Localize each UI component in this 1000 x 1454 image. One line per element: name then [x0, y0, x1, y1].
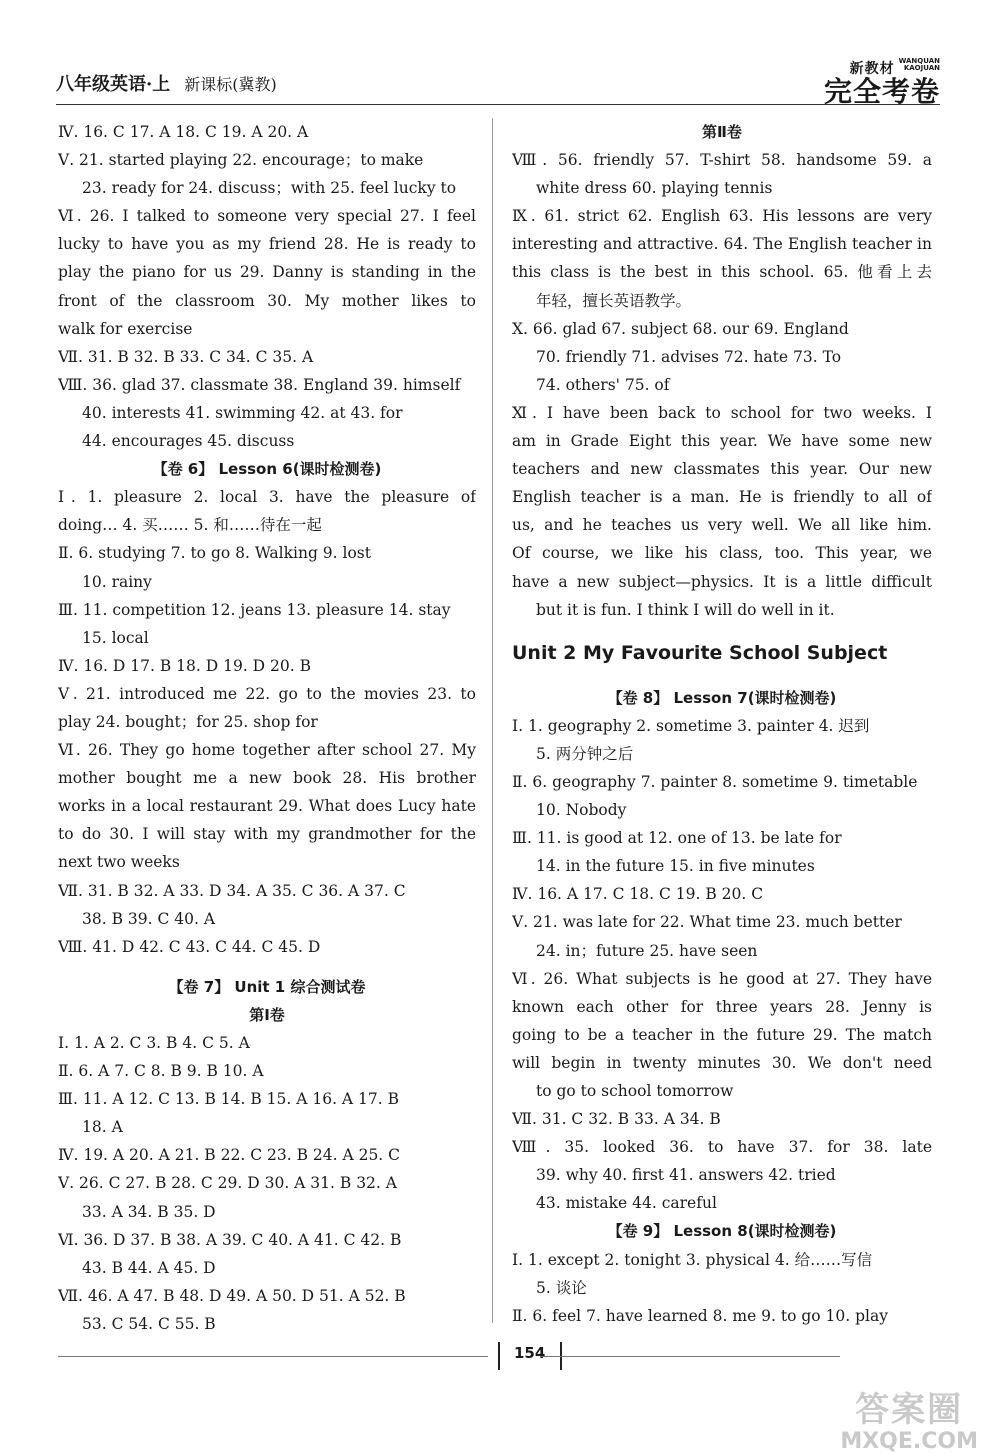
answer-line: 74. others' 75. of	[536, 375, 670, 394]
answer-line: front of the classroom 30. My mother likes to	[58, 291, 476, 310]
answer-line: Ⅰ. 1. A 2. C 3. B 4. C 5. A	[58, 1034, 250, 1052]
answer-line: Ⅸ. 61. strict 62. English 63. His lessons are very	[512, 207, 932, 226]
section-heading: 【卷 9】 Lesson 8(课时检测卷)	[607, 1222, 837, 1241]
answer-line: but it is fun. I think I will do well in it.	[536, 600, 835, 619]
answer-line: Ⅲ. 11. competition 12. jeans 13. pleasure 14. stay	[58, 600, 451, 619]
answer-line: Ⅴ. 21. introduced me 22. go to the movies 23. to	[58, 684, 476, 703]
footer-bar-left	[498, 1342, 500, 1370]
answer-line: will begin in twenty minutes 30. We don't need	[512, 1053, 932, 1072]
brand-pinyin: WANQUAN KAOJUAN	[898, 57, 940, 72]
book-edition: 新课标(冀教)	[184, 75, 277, 94]
answer-line: next two weeks	[58, 853, 180, 872]
watermark	[840, 1390, 978, 1454]
answer-line: 10. Nobody	[536, 801, 627, 820]
answer-line: Ⅵ. 26. What subjects is he good at 27. They have	[512, 969, 932, 988]
brand-logo	[824, 58, 940, 106]
unit-title: Unit 2 My Favourite School Subject	[512, 641, 888, 664]
answer-line: Ⅳ. 19. A 20. A 21. B 22. C 23. B 24. A 25. C	[58, 1146, 401, 1165]
answer-line: am in Grade Eight this year. We have some new	[512, 432, 932, 451]
spacer	[58, 961, 476, 973]
answer-line: 10. rainy	[82, 572, 152, 591]
answer-line: 15. local	[82, 628, 149, 647]
answer-line: play the piano for us 29. Danny is standing in the	[58, 263, 476, 282]
answer-line: doing… 4. 买…… 5. 和……待在一起	[58, 516, 322, 535]
answer-line: play 24. bought；for 25. shop for	[58, 712, 318, 731]
watermark-logo: 答案圈	[855, 1390, 964, 1430]
answer-line: Ⅳ. 16. A 17. C 18. C 19. B 20. C	[512, 885, 764, 904]
answer-line: Ⅲ. 11. A 12. C 13. B 14. B 15. A 16. A 17. B	[58, 1090, 400, 1109]
footer-rule-right	[540, 1356, 840, 1357]
right-column	[512, 118, 932, 1330]
answer-line: walk for exercise	[58, 319, 193, 338]
answer-line: Ⅱ. 6. A 7. C 8. B 9. B 10. A	[58, 1062, 264, 1081]
answer-line: 年轻，擅长英语教学。	[536, 291, 692, 310]
answer-line: 43. mistake 44. careful	[536, 1194, 717, 1213]
answer-line: works in a local restaurant 29. What does Lucy hate	[58, 797, 476, 816]
answer-line: white dress 60. playing tennis	[536, 179, 773, 198]
book-grade-subject: 八年级英语·上	[56, 74, 171, 95]
answer-line: 39. why 40. first 41. answers 42. tried	[536, 1166, 836, 1185]
answer-line: Ⅺ. I have been back to school for two weeks. I	[512, 403, 932, 422]
answer-line: Ⅷ. 35. looked 36. to have 37. for 38. late	[512, 1138, 932, 1157]
brand-name: 完全考卷	[823, 75, 940, 108]
answer-line: this class is the best in this school. 65. 他看上去	[512, 263, 932, 282]
answer-line: 38. B 39. C 40. A	[82, 909, 216, 928]
answer-line: Ⅳ. 16. D 17. B 18. D 19. D 20. B	[58, 656, 311, 675]
header-rule	[56, 104, 940, 105]
section-heading: 第Ⅰ卷	[249, 1005, 285, 1024]
answer-line: Ⅴ. 21. was late for 22. What time 23. much better	[512, 913, 902, 932]
answer-line: Ⅹ. 66. glad 67. subject 68. our 69. England	[512, 319, 849, 338]
page-number: 154	[514, 1344, 546, 1362]
answer-line: Ⅷ. 41. D 42. C 43. C 44. C 45. D	[58, 937, 321, 956]
answer-line: Ⅶ. 31. C 32. B 33. A 34. B	[512, 1110, 721, 1129]
answer-line: English teacher is a man. He is friendly to all of	[512, 488, 932, 507]
answer-line: Ⅱ. 6. feel 7. have learned 8. me 9. to go 10. play	[512, 1306, 889, 1325]
answer-line: 44. encourages 45. discuss	[82, 432, 295, 451]
answer-line: us, and he teaches us very well. We all like him.	[512, 516, 932, 535]
answer-line: Ⅵ. 36. D 37. B 38. A 39. C 40. A 41. C 42. B	[58, 1230, 402, 1249]
answer-line: Ⅴ. 26. C 27. B 28. C 29. D 30. A 31. B 32. A	[58, 1174, 397, 1193]
page-header	[56, 57, 940, 108]
answer-line: 53. C 54. C 55. B	[82, 1314, 216, 1333]
page-footer	[40, 1342, 960, 1372]
answer-line: Of course, we like his class, too. This year, we	[512, 544, 932, 563]
answer-line: have a new subject—physics. It is a little difficult	[512, 572, 932, 591]
answer-line: Ⅰ. 1. geography 2. sometime 3. painter 4. 迟到	[512, 716, 870, 735]
answer-line: 33. A 34. B 35. D	[82, 1202, 216, 1221]
answer-line: Ⅵ. 26. I talked to someone very special 27. I feel	[58, 207, 476, 226]
answer-line: Ⅶ. 31. B 32. A 33. D 34. A 35. C 36. A 37. C	[58, 881, 406, 900]
answer-line: teachers and new classmates this year. Our new	[512, 460, 932, 479]
answer-line: lucky to have you as my friend 28. He is ready to	[58, 235, 476, 254]
column-divider	[492, 118, 493, 1323]
answer-line: 43. B 44. A 45. D	[82, 1258, 216, 1277]
footer-rule-left	[58, 1356, 488, 1357]
answer-line: Ⅶ. 31. B 32. B 33. C 34. C 35. A	[58, 347, 314, 366]
answer-line: Ⅱ. 6. studying 7. to go 8. Walking 9. lost	[58, 544, 371, 563]
answer-line: 70. friendly 71. advises 72. hate 73. To	[536, 347, 842, 366]
answer-line: 24. in；future 25. have seen	[536, 941, 758, 960]
section-heading: 【卷 8】 Lesson 7(课时检测卷)	[607, 688, 837, 707]
answer-line: Ⅰ. 1. except 2. tonight 3. physical 4. 给……写信	[512, 1250, 873, 1269]
answer-line: 18. A	[82, 1118, 123, 1137]
answer-line: to do 30. I will stay with my grandmother for the	[58, 825, 476, 844]
left-column	[58, 118, 476, 1338]
answer-line: interesting and attractive. 64. The English teacher in	[512, 235, 932, 254]
answer-line: going to be a teacher in the future 29. The match	[512, 1025, 932, 1044]
answer-line: Ⅷ. 36. glad 37. classmate 38. England 39. himself	[58, 375, 461, 394]
answer-line: to go to school tomorrow	[536, 1082, 734, 1100]
answer-line: Ⅵ. 26. They go home together after school 27. My	[58, 741, 476, 760]
watermark-url: MXQE.COM	[840, 1429, 978, 1454]
section-heading: 【卷 6】 Lesson 6(课时检测卷)	[152, 460, 382, 479]
answer-line: 40. interests 41. swimming 42. at 43. for	[82, 403, 403, 422]
answer-line: Ⅴ. 21. started playing 22. encourage；to make	[58, 151, 424, 170]
answer-line: Ⅳ. 16. C 17. A 18. C 19. A 20. A	[58, 123, 309, 141]
answer-line: 5. 谈论	[536, 1278, 587, 1297]
answer-line: Ⅰ. 1. pleasure 2. local 3. have the pleasure of	[58, 488, 476, 507]
section-heading: 第Ⅱ卷	[702, 123, 742, 141]
book-title	[56, 70, 277, 96]
section-heading: 【卷 7】 Unit 1 综合测试卷	[168, 977, 366, 996]
answer-line: mother bought me a new book 28. His brother	[58, 769, 476, 788]
answer-line: 23. ready for 24. discuss；with 25. feel lucky to	[82, 179, 457, 198]
brand-small-text: 新教材	[849, 61, 895, 77]
answer-line: Ⅶ. 46. A 47. B 48. D 49. A 50. D 51. A 52. B	[58, 1286, 406, 1305]
answer-line: 14. in the future 15. in five minutes	[536, 857, 815, 876]
answer-line: Ⅲ. 11. is good at 12. one of 13. be late for	[512, 829, 842, 848]
answer-line: Ⅱ. 6. geography 7. painter 8. sometime 9. timetable	[512, 772, 918, 791]
answer-line: Ⅷ. 56. friendly 57. T-shirt 58. handsome 59. a	[512, 151, 932, 170]
answer-line: known each other for three years 28. Jenny is	[512, 997, 932, 1016]
answer-line: 5. 两分钟之后	[536, 744, 634, 763]
